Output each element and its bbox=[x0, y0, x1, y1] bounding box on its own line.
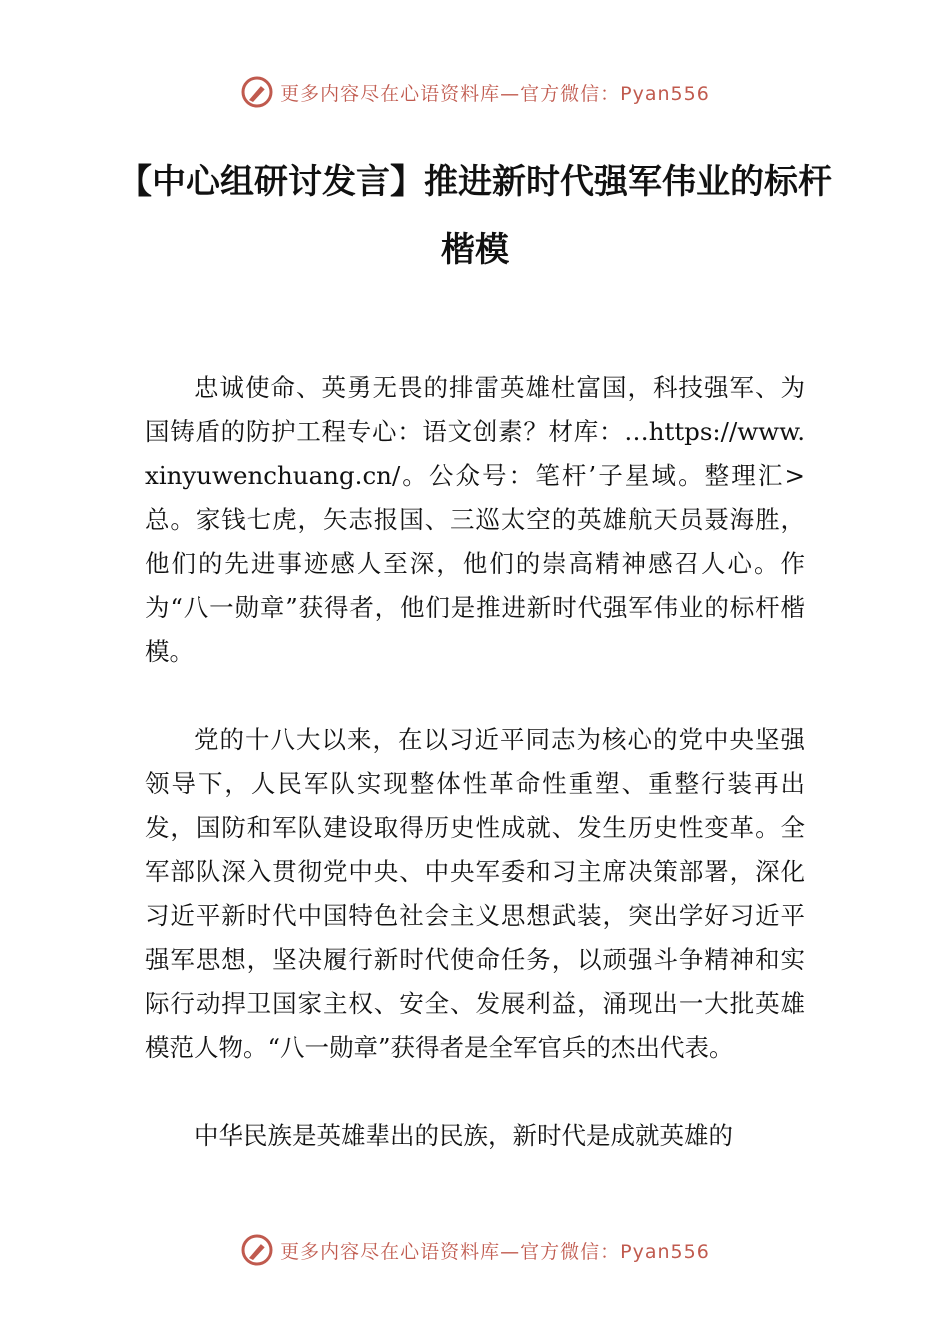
paragraph-1-before: 忠诚使命、英勇无畏的排雷英雄杜富国，科技强军、为国铸盾的防护工程专心：语文创素？材库：… bbox=[145, 373, 805, 446]
paragraph-1-after: 。公众号：笔杆’子星域。整理汇>总。家钱七虎，矢志报国、三巡太空的英雄航天员聂海胜，他们的先进事迹感人至深，他们的崇高精神感召人心。作为“八一勋章”获得者，他们是推进新时代强军伟业的标杆楷模。 bbox=[145, 461, 805, 666]
footer-banner-text: 更多内容尽在心语资料库—官方微信：Pyan556 bbox=[280, 1240, 710, 1263]
paragraph-3: 中华民族是英雄辈出的民族，新时代是成就英雄的 bbox=[194, 1121, 733, 1150]
header-banner bbox=[0, 72, 950, 112]
paragraph-1 bbox=[145, 366, 805, 674]
footer-banner bbox=[0, 1230, 950, 1270]
source-url: https://www.xinyuwenchuang.cn/ bbox=[145, 417, 805, 490]
pen-circle-logo-icon bbox=[240, 75, 274, 109]
header-banner-text: 更多内容尽在心语资料库—官方微信：Pyan556 bbox=[280, 82, 710, 105]
document-body bbox=[145, 366, 805, 1158]
document-title: 【中心组研讨发言】推进新时代强军伟业的标杆楷模 bbox=[118, 162, 832, 270]
paragraph-2: 党的十八大以来，在以习近平同志为核心的党中央坚强领导下，人民军队实现整体性革命性重塑、重整行装再出发，国防和军队建设取得历史性成就、发生历史性变革。全军部队深入贯彻党中央、中央军委和习主席决策部署，深化习近平新时代中国特色社会主义思想武装，突出学好习近平强军思想，坚决履行新时代使命任务，以顽强斗争精神和实际行动捍卫国家主权、安全、发展利益，涌现出一大批英雄模范人物。“八一勋章”获得者是全军官兵的杰出代表。 bbox=[145, 725, 805, 1062]
pen-circle-logo-icon bbox=[240, 1233, 274, 1267]
